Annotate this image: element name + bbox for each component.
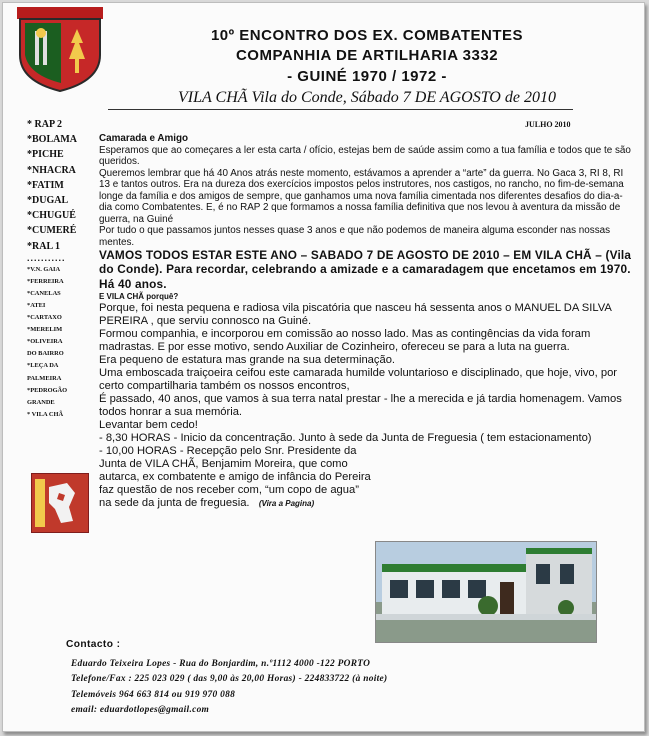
- sidebar-item: *V.N. GAIA: [27, 265, 61, 273]
- header-title-line-1: 10º ENCONTRO DOS EX. COMBATENTES: [210, 27, 524, 44]
- sidebar-item: GRANDE: [27, 398, 55, 406]
- letter-paragraph: Levantar bem cedo!: [99, 418, 198, 431]
- sidebar-item: *CUMERÉ: [27, 225, 77, 237]
- military-crest-emblem: [17, 7, 103, 93]
- letter-paragraph: Porque, foi nesta pequena e radiosa vila piscatória que nasceu há sessenta anos o MANUEL DA SILVA PEREIRA , que serviu connosco na Guiné.: [99, 301, 612, 327]
- sidebar-item: *LEÇA DA: [27, 362, 59, 370]
- sidebar-item: *MERELIM: [27, 326, 63, 334]
- sidebar-item: PALMEIRA: [27, 374, 62, 382]
- letter-paragraph: Uma emboscada traiçoeira ceifou este camarada humilde voluntarioso e disciplinado, que hoje, vivo, por certo compartilharia também os nossos encontros,: [99, 366, 618, 392]
- letter-greeting: Camarada e Amigo: [99, 133, 189, 144]
- sidebar-item: DO BAIRRO: [27, 350, 64, 358]
- schedule-text: - 10,00 HORAS - Recepção pelo Snr. Presidente da Junta de VILA CHÃ, Benjamim Moreira, que como autarca, ex combatente e amigo de infância do Pereira faz questão de nos receber com, “um copo de agua” na sede da junta de freguesia.: [99, 444, 371, 509]
- sidebar-item: *FATIM: [27, 179, 64, 191]
- contact-email: email: eduardotlopes@gmail.com: [71, 705, 210, 715]
- letter-paragraph: Por tudo o que passamos juntos nesses quase 3 anos e que não podemos de maneira alguma esconder nas nossas mentes.: [99, 225, 611, 248]
- contact-address: Eduardo Teixeira Lopes - Rua do Bonjardim, n.º1112 4000 -122 PORTO: [71, 659, 371, 669]
- sidebar-locations: [27, 117, 101, 421]
- letter-date: JULHO 2010: [525, 120, 571, 129]
- letter-page: [2, 2, 645, 732]
- schedule-item: [99, 445, 374, 510]
- sidebar-item: *PICHE: [27, 149, 64, 161]
- sidebar-divider: ...........: [27, 252, 66, 263]
- sidebar-item: *PEDROGÃO: [27, 386, 68, 394]
- sidebar-item: *RAL 1: [27, 240, 61, 252]
- sidebar-item: *CARTAXO: [27, 314, 62, 322]
- header-underline: [108, 109, 573, 110]
- event-announcement: VAMOS TODOS ESTAR ESTE ANO – SABADO 7 DE AGOSTO DE 2010 – EM VILA CHÃ – (Vila do Conde). Para recordar, celebrando a amizade e a camaradagem que encetamos em 1970. Há 40 anos.: [99, 248, 632, 291]
- sidebar-item: * VILA CHÃ: [27, 410, 64, 418]
- why-heading: E VILA CHÃ porquê?: [99, 291, 179, 301]
- sidebar-item: *DUGAL: [27, 194, 69, 206]
- schedule-item: - 8,30 HORAS - Inicio da concentração. Junto à sede da Junta de Freguesia ( tem estacionamento): [99, 431, 592, 444]
- sidebar-item: *ATEI: [27, 301, 46, 309]
- contact-title: Contacto :: [66, 639, 121, 650]
- letter-paragraph: Esperamos que ao começares a ler esta carta / ofício, estejas bem de saúde assim como a tua família e todos que te são queridos.: [99, 144, 631, 167]
- red-flag-emblem: [31, 473, 89, 533]
- header-title-line-3: - GUINÉ 1970 / 1972 -: [287, 68, 447, 85]
- letter-body: [99, 133, 635, 510]
- sidebar-item: *CHUGUÉ: [27, 210, 76, 222]
- letter-paragraph: Formou companhia, e incorporou em comissão ao nosso lado. Mas as contingências da vida foram madrastas. E por esse motivo, sendo Auxiliar de Cozinheiro, ofereceu se para a luta na guerra.: [99, 327, 591, 353]
- header-event-line: VILA CHÃ Vila do Conde, Sábado 7 DE AGOSTO de 2010: [178, 89, 556, 106]
- sidebar-item: *BOLAMA: [27, 134, 77, 146]
- sidebar-item: * RAP 2: [27, 119, 62, 130]
- letter-paragraph: Era pequeno de estatura mas grande na sua determinação.: [99, 353, 396, 366]
- turn-page-note: (Vira a Pagina): [258, 498, 315, 508]
- sidebar-item: *NHACRA: [27, 164, 76, 176]
- sidebar-item: *OLIVEIRA: [27, 338, 63, 346]
- sidebar-item: *FERREIRA: [27, 277, 64, 285]
- contact-mobile: Telemóveis 964 663 814 ou 919 970 088: [71, 690, 236, 700]
- letter-paragraph: É passado, 40 anos, que vamos à sua terra natal prestar - lhe a merecida e já tardia homenagem. Vamos todos honrar a sua memória.: [99, 392, 622, 418]
- town-hall-photo: [375, 541, 597, 643]
- contact-phone: Telefone/Fax : 225 023 029 ( das 9,00 às 20,00 Horas) - 224833722 (à noite): [71, 674, 388, 684]
- sidebar-item: *CANELAS: [27, 289, 61, 297]
- letter-paragraph: Queremos lembrar que há 40 Anos atrás neste momento, estávamos a aprender a “arte” da guerra. No Gaca 3, RI 8, RI 13 e tantos outros. Era na dureza dos exercícios impostos pelos instrutores, nos castigos, no rancho, no fim-de-semana longe da família e dos amigos de sempre, que ganhamos uma nova família cimentada nos diferentes desafios do dia-a-dia como Combatentes. E, é no RAP 2 que formamos a nossa família definitiva que nos levou à aventura da missão de guerra, na Guiné: [99, 167, 624, 225]
- header-title-line-2: COMPANHIA DE ARTILHARIA 3332: [235, 47, 499, 64]
